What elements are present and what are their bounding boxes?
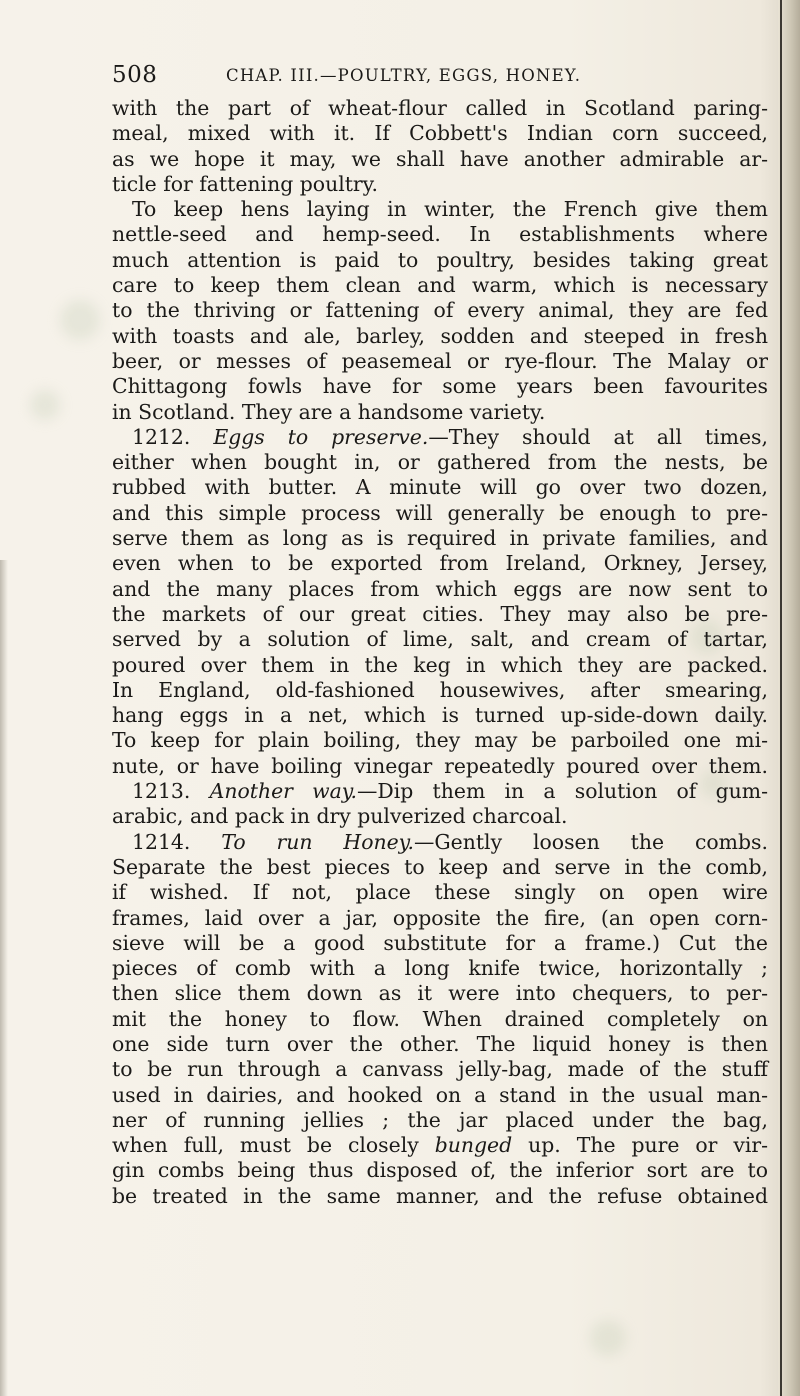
binding-edge-line [780, 0, 782, 1396]
line-text: with the part of wheat-flour called in Scotland paring- [112, 96, 768, 120]
text-line [112, 855, 768, 880]
text-line [112, 172, 768, 197]
section-title: Eggs to preserve. [213, 424, 429, 449]
line-text: Chittagong fowls have for some years been favourites [112, 374, 768, 399]
text-line [112, 425, 768, 450]
text-line [112, 1184, 768, 1209]
text-line [112, 501, 768, 526]
paragraph-number: 1214. [132, 829, 222, 854]
line-text: the markets of our great cities. They may also be pre- [112, 601, 768, 626]
line-text: To keep hens laying in winter, the French give them [132, 197, 768, 222]
line-text: then slice them down as it were into chequers, to per- [112, 981, 768, 1006]
page-edge-shadow [0, 560, 8, 1396]
text-line [112, 450, 768, 475]
line-text: ner of running jellies ; the jar placed under the bag, [112, 1107, 768, 1132]
line-text: nute, or have boiling vinegar repeatedly poured over them. [112, 753, 768, 778]
line-text: —They should at all times, [428, 424, 768, 449]
line-text: beer, or messes of peasemeal or rye-flour. The Malay or [112, 348, 768, 373]
line-text: poured over them in the keg in which they are packed. [112, 652, 768, 677]
text-line [112, 400, 768, 425]
foxing-spot [60, 300, 100, 340]
line-text: much attention is paid to poultry, besides taking great [112, 247, 768, 272]
line-text: and the many places from which eggs are now sent to [112, 576, 768, 601]
text-line [112, 197, 768, 222]
text-line [112, 298, 768, 323]
section-title: To run Honey. [221, 829, 414, 854]
text-line [112, 830, 768, 855]
line-text: as we hope it may, we shall have another admirable ar- [112, 146, 768, 171]
foxing-spot [30, 390, 60, 420]
line-text: arabic, and pack in dry pulverized charcoal. [112, 804, 568, 829]
text-line [112, 1108, 768, 1133]
text-line [112, 956, 768, 981]
line-text: serve them as long as is required in private families, and [112, 526, 768, 551]
text-line [112, 931, 768, 956]
text-line [112, 96, 768, 121]
line-text-pre: when full, must be closely [112, 1133, 435, 1158]
line-text: care to keep them clean and warm, which is necessary [112, 273, 768, 298]
text-line [112, 248, 768, 273]
text-line [112, 349, 768, 374]
line-text: gin combs being thus disposed of, the inferior sort are to [112, 1158, 768, 1183]
text-line [112, 1158, 768, 1183]
paragraph-number: 1213. [132, 779, 210, 804]
line-text: meal, mixed with it. If Cobbett's Indian corn succeed, [112, 121, 768, 146]
text-line [112, 121, 768, 146]
line-text: be treated in the same manner, and the refuse obtained [112, 1183, 768, 1208]
text-line [112, 754, 768, 779]
text-line [112, 222, 768, 247]
text-line [112, 906, 768, 931]
text-line [112, 526, 768, 551]
line-text: rubbed with butter. A minute will go over two dozen, [112, 475, 768, 500]
line-text: —Dip them in a solution of gum- [357, 779, 768, 804]
text-line [112, 779, 768, 804]
text-line [112, 1133, 768, 1158]
line-text: sieve will be a good substitute for a frame.) Cut the [112, 930, 768, 955]
line-text: and this simple process will generally be enough to pre- [112, 500, 768, 525]
line-text: one side turn over the other. The liquid honey is then [112, 1031, 768, 1056]
line-text: nettle-seed and hemp-seed. In establishments where [112, 222, 768, 247]
text-line [112, 577, 768, 602]
text-line [112, 273, 768, 298]
line-text: to be run through a canvass jelly-bag, made of the stuff [112, 1057, 768, 1082]
line-text: ticle for fattening poultry. [112, 171, 378, 196]
text-line [112, 551, 768, 576]
text-line [112, 804, 768, 829]
italic-word: bunged [434, 1133, 513, 1158]
text-line [112, 374, 768, 399]
text-line [112, 1083, 768, 1108]
line-text: mit the honey to flow. When drained completely on [112, 1006, 768, 1031]
text-line [112, 147, 768, 172]
foxing-spot [590, 1320, 626, 1356]
text-line [112, 1032, 768, 1057]
line-text: In England, old-fashioned housewives, after smearing, [112, 677, 768, 702]
paragraph-number: 1212. [132, 424, 214, 449]
line-text: hang eggs in a net, which is turned up-side-down daily. [112, 703, 768, 728]
line-text: up. The pure or vir- [512, 1133, 769, 1158]
line-text: pieces of comb with a long knife twice, horizontally ; [112, 956, 768, 981]
text-line [112, 703, 768, 728]
text-line [112, 1057, 768, 1082]
running-head: CHAP. III.—POULTRY, EGGS, HONEY. [226, 66, 582, 85]
line-text: served by a solution of lime, salt, and cream of tartar, [112, 627, 768, 652]
text-line [112, 627, 768, 652]
body-text [112, 96, 768, 1209]
line-text: Separate the best pieces to keep and serve in the comb, [112, 854, 768, 879]
line-text: if wished. If not, place these singly on open wire [112, 880, 768, 905]
line-text: —Gently loosen the combs. [413, 829, 768, 854]
line-text: used in dairies, and hooked on a stand in the usual man- [112, 1082, 768, 1107]
section-title: Another way. [209, 779, 358, 804]
text-line [112, 1007, 768, 1032]
text-line [112, 475, 768, 500]
text-line [112, 653, 768, 678]
text-line [112, 324, 768, 349]
text-line [112, 602, 768, 627]
line-text: to the thriving or fattening of every animal, they are fed [112, 298, 768, 323]
line-text: frames, laid over a jar, opposite the fire, (an open corn- [112, 905, 768, 930]
line-text: with toasts and ale, barley, sodden and steeped in fresh [112, 323, 768, 348]
text-line [112, 880, 768, 905]
text-line [112, 728, 768, 753]
line-text: either when bought in, or gathered from the nests, be [112, 450, 768, 475]
line-text: in Scotland. They are a handsome variety. [112, 399, 546, 424]
line-text: To keep for plain boiling, they may be parboiled one mi- [112, 728, 768, 753]
line-text: even when to be exported from Ireland, Orkney, Jersey, [112, 551, 768, 576]
text-line [112, 981, 768, 1006]
page-number: 508 [112, 62, 158, 88]
text-line [112, 678, 768, 703]
